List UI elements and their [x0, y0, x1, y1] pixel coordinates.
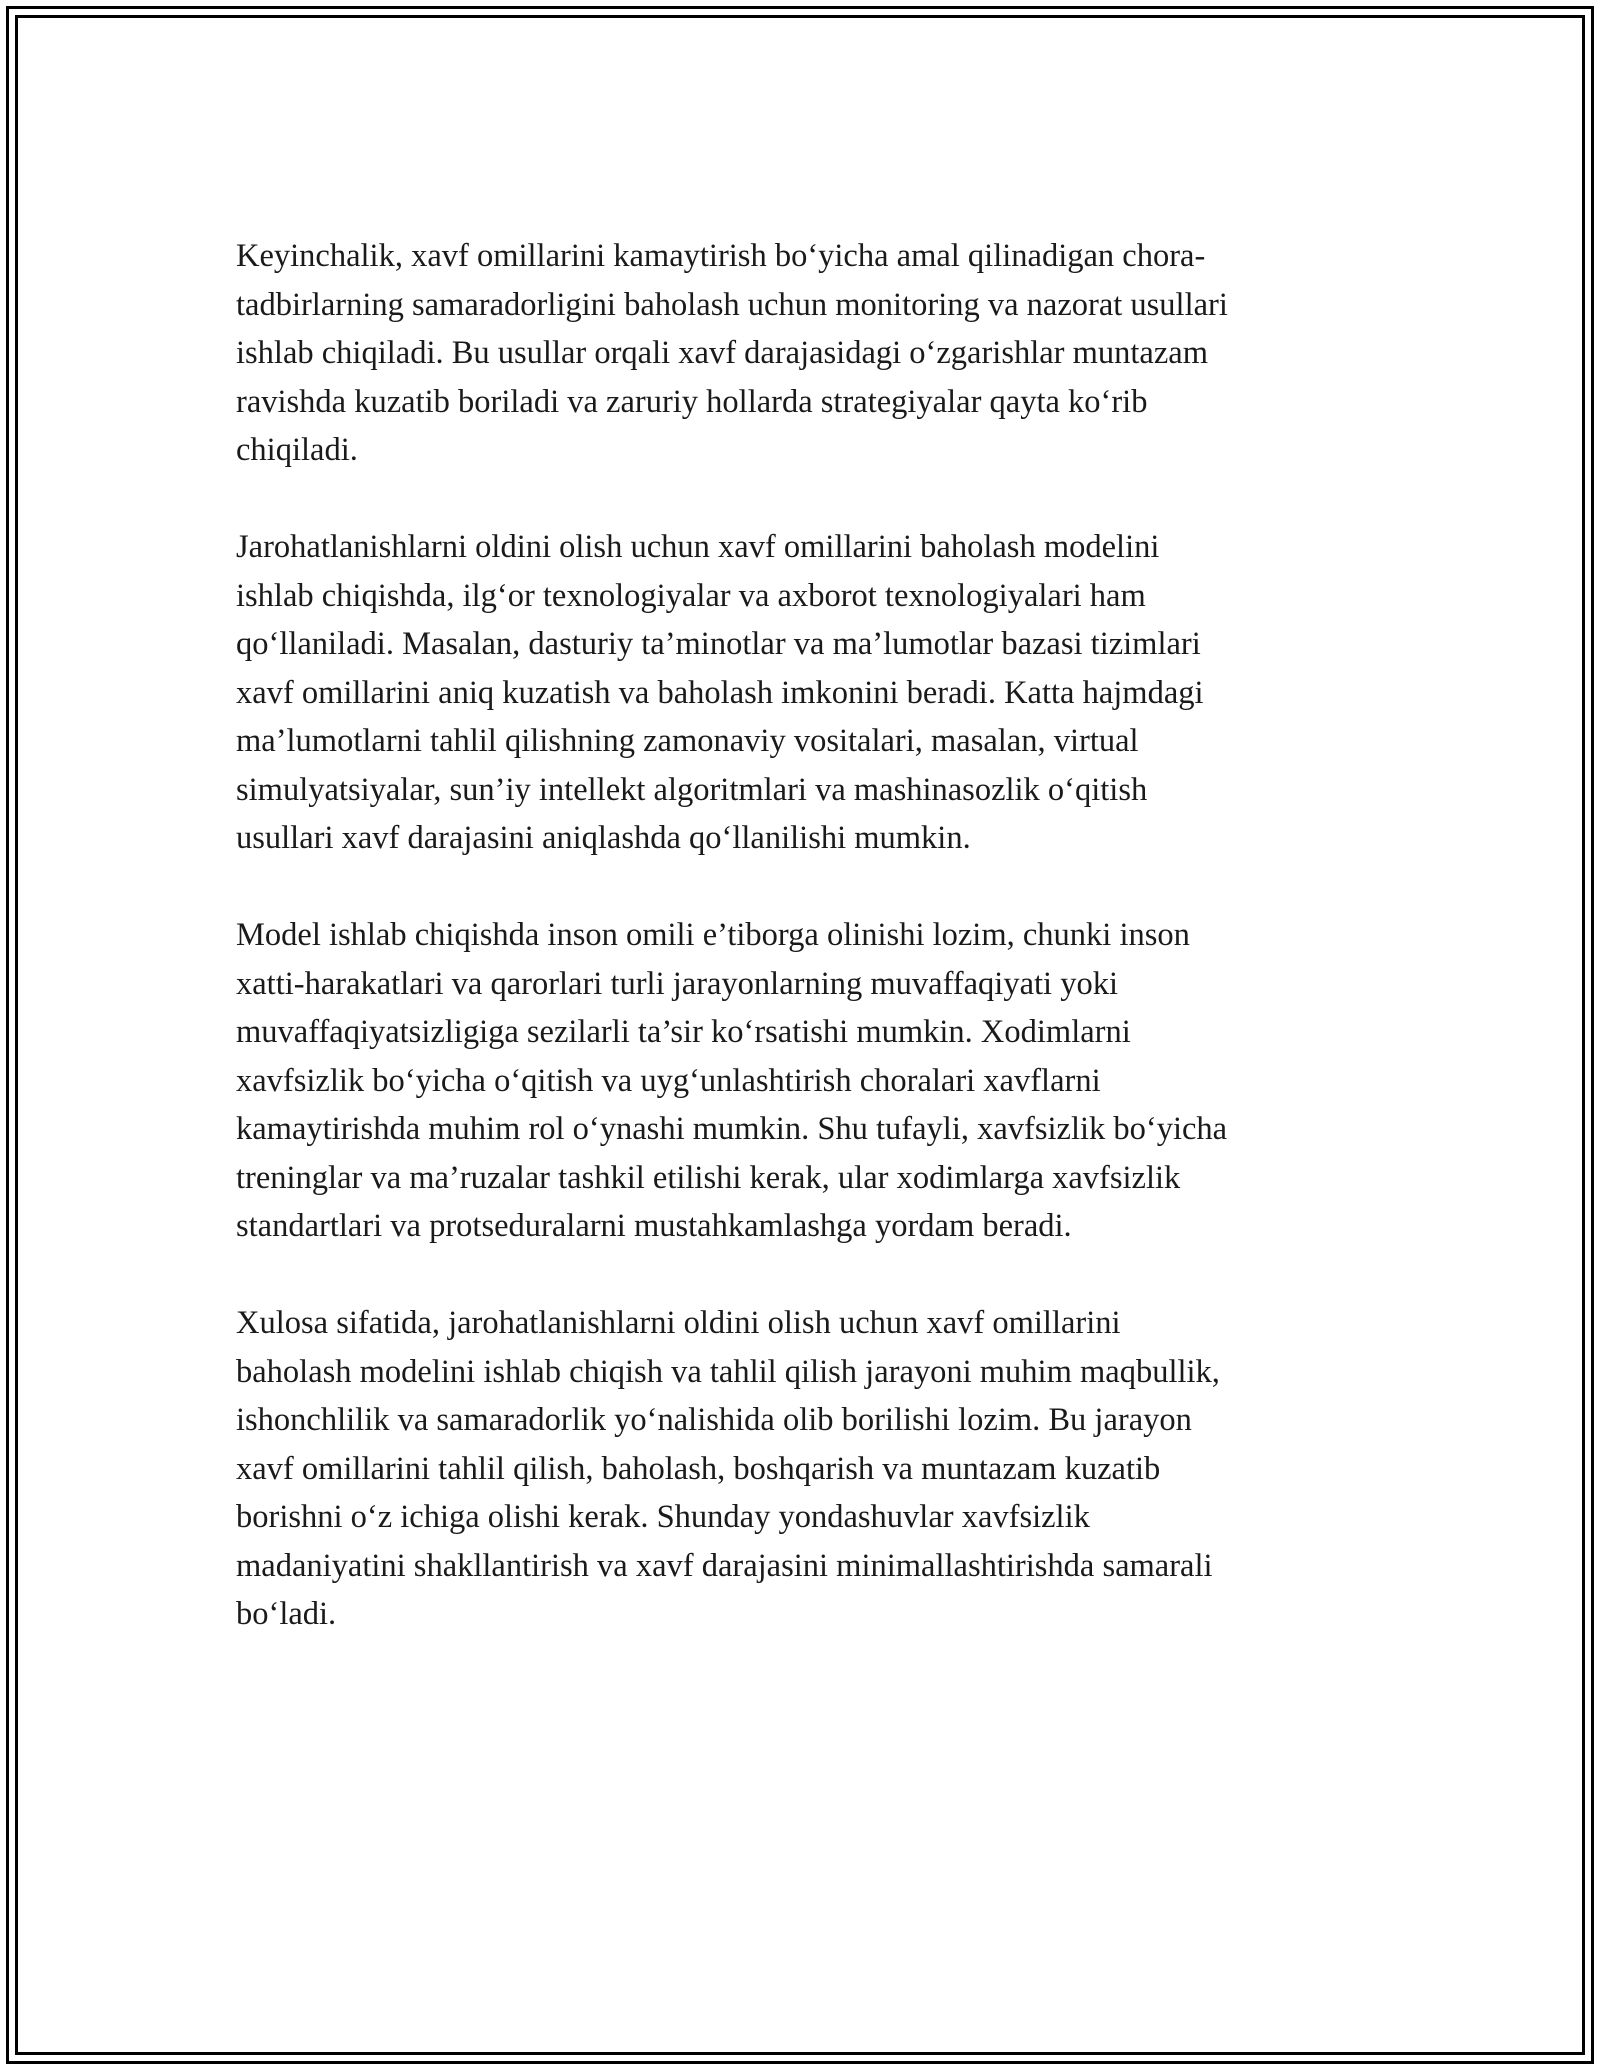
text-line: tadbirlarning samaradorligini baholash uchun monitoring va nazorat usullari — [236, 286, 1228, 323]
text-line: simulyatsiyalar, sun’iy intellekt algoritmlari va mashinasozlik o‘qitish — [236, 771, 1148, 808]
paragraph-human-factor — [236, 911, 1366, 1251]
text-line: standartlari va protseduralarni mustahkamlashga yordam beradi. — [236, 1208, 1072, 1244]
text-line: xavf omillarini tahlil qilish, baholash, boshqarish va muntazam kuzatib — [236, 1450, 1161, 1487]
paragraph-conclusion — [236, 1299, 1366, 1639]
text-line: muvaffaqiyatsizligiga sezilarli ta’sir ko‘rsatishi mumkin. Xodimlarni — [236, 1014, 1131, 1050]
text-line: ishonchlilik va samaradorlik yo‘nalishida olib borilishi lozim. Bu jarayon — [236, 1402, 1192, 1438]
text-line: madaniyatini shakllantirish va xavf darajasini minimallashtirishda samarali — [236, 1547, 1213, 1584]
text-line: xavfsizlik bo‘yicha o‘qitish va uyg‘unlashtirish choralari xavflarni — [236, 1062, 1101, 1099]
text-line: xavf omillarini aniq kuzatish va baholash imkonini beradi. Katta hajmdagi — [236, 674, 1204, 711]
text-line: kamaytirishda muhim rol o‘ynashi mumkin. Shu tufayli, xavfsizlik bo‘yicha — [236, 1111, 1228, 1147]
text-line: ishlab chiqishda, ilg‘or texnologiyalar va axborot texnologiyalari ham — [236, 577, 1146, 614]
text-line: Model ishlab chiqishda inson omili e’tiborga olinishi lozim, chunki inson — [236, 917, 1190, 953]
text-line: Keyinchalik, xavf omillarini kamaytirish bo‘yicha amal qilinadigan chora- — [236, 238, 1206, 274]
text-line: chiqiladi. — [236, 432, 358, 468]
text-line: usullari xavf darajasini aniqlashda qo‘llanilishi mumkin. — [236, 820, 971, 856]
text-line: Jarohatlanishlarni oldini olish uchun xavf omillarini baholash modelini — [236, 529, 1160, 565]
text-line: Xulosa sifatida, jarohatlanishlarni oldini olish uchun xavf omillarini — [236, 1305, 1121, 1341]
paragraph-technologies — [236, 523, 1366, 863]
text-line: baholash modelini ishlab chiqish va tahlil qilish jarayoni muhim maqbullik, — [236, 1353, 1220, 1390]
document-body — [236, 232, 1366, 1687]
text-line: xatti-harakatlari va qarorlari turli jarayonlarning muvaffaqiyati yoki — [236, 965, 1118, 1002]
text-line: bo‘ladi. — [236, 1596, 337, 1632]
text-line: ravishda kuzatib boriladi va zaruriy hollarda strategiyalar qayta ko‘rib — [236, 383, 1148, 420]
paragraph-monitoring — [236, 232, 1366, 475]
text-line: qo‘llaniladi. Masalan, dasturiy ta’minotlar va ma’lumotlar bazasi tizimlari — [236, 626, 1201, 662]
text-line: borishni o‘z ichiga olishi kerak. Shunday yondashuvlar xavfsizlik — [236, 1499, 1090, 1535]
text-line: treninglar va ma’ruzalar tashkil etilishi kerak, ular xodimlarga xavfsizlik — [236, 1159, 1181, 1196]
text-line: ishlab chiqiladi. Bu usullar orqali xavf darajasidagi o‘zgarishlar muntazam — [236, 335, 1208, 371]
text-line: ma’lumotlarni tahlil qilishning zamonaviy vositalari, masalan, virtual — [236, 723, 1139, 759]
